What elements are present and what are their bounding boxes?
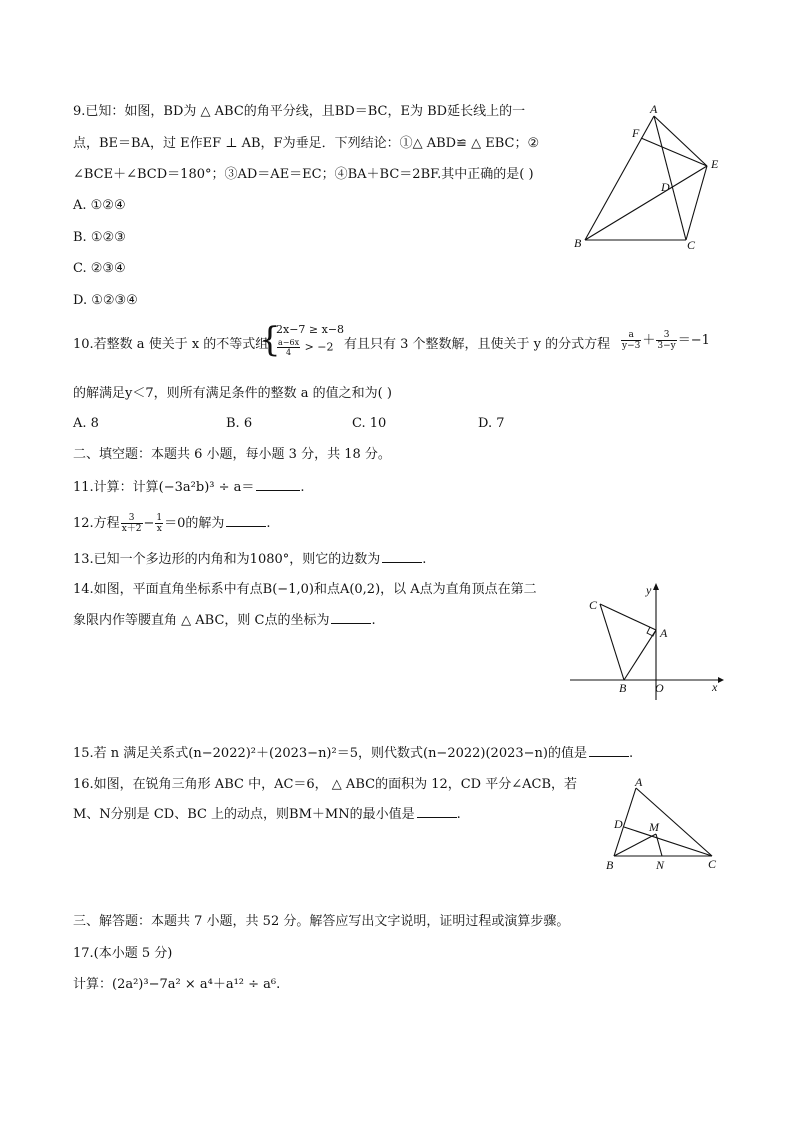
q10-option-d: D. 7 [478, 416, 505, 431]
q9-option-c: C. ②③④ [73, 261, 126, 276]
q16-label-b: B [606, 858, 614, 872]
q14-answer-blank[interactable] [331, 623, 371, 624]
q13-text: 13.已知一个多边形的内角和为1080°，则它的边数为 . [73, 552, 427, 567]
q10-eq-denominator-1: y−3 [622, 341, 641, 351]
q15-text: 15.若 n 满足关系式(n−2022)²＋(2023−n)²＝5，则代数式(n−2022)(2023−n)的值是 . [73, 746, 634, 761]
q12-denominator-2: x [156, 524, 162, 534]
q12-denominator-1: x＋2 [121, 524, 142, 534]
q9-label-f: F [632, 126, 640, 140]
q12-suffix: ＝0的解为 [164, 516, 225, 531]
q10-inequality-2 [276, 338, 334, 357]
q9-option-a: A. ①②④ [73, 198, 126, 213]
q15-body: 15.若 n 满足关系式(n−2022)²＋(2023−n)²＝5，则代数式(n−2022)(2023−n)的值是 [73, 746, 587, 761]
q14-label-x: x [712, 680, 718, 694]
q16-answer-blank[interactable] [417, 817, 457, 818]
q9-line-3: ∠BCE＋∠BCD＝180°；③AD＝AE＝EC；④BA＋BC＝2BF.其中正确的是( ) [73, 167, 534, 182]
q10-option-b: B. 6 [226, 416, 253, 431]
q12-numerator-1: 3 [121, 513, 143, 524]
q10-equation [620, 330, 710, 351]
q11-answer-blank[interactable] [256, 490, 300, 491]
q14-label-c: C [589, 598, 598, 612]
q10-option-a: A. 8 [73, 416, 99, 431]
q16-line-2: M、N分别是 CD、BC 上的动点，则BM＋MN的最小值是 [73, 807, 415, 822]
q10-eq-rest: ＝−1 [677, 333, 710, 348]
q12-prefix: 12.方程 [73, 516, 120, 531]
q9-label-c: C [687, 238, 696, 252]
q12-numerator-2: 1 [156, 513, 163, 523]
q10-option-c: C. 10 [352, 416, 387, 431]
q14-line-2-wrap: 象限内作等腰直角 △ ABC，则 C点的坐标为 . [73, 613, 376, 628]
q10-ineq2-numerator: a−6x [278, 338, 300, 347]
q10-ineq2-rest: > −2 [304, 340, 334, 354]
q12-minus: − [143, 516, 155, 531]
q10-eq-numerator-2: 3 [656, 330, 676, 341]
q10-inequality-1: 2x−7 ≥ x−8 [276, 323, 345, 336]
q13-body: 13.已知一个多边形的内角和为1080°，则它的边数为 [73, 552, 381, 567]
q10-middle: 有且只有 3 个整数解，且使关于 y 的分式方程 [344, 337, 611, 352]
q9-figure [568, 98, 728, 258]
q16-label-c: C [708, 857, 717, 871]
q16-label-n: N [656, 858, 665, 872]
q10-eq-plus: ＋ [642, 333, 656, 348]
q17-body: 计算：(2a²)³−7a² × a⁴＋a¹² ÷ a⁶. [73, 977, 281, 992]
q10-brace: { [259, 320, 281, 360]
q14-line-1: 14.如图，平面直角坐标系中有点B(−1,0)和点A(0,2)，以 A点为直角顶点在第二 [73, 582, 537, 597]
q16-figure [600, 776, 730, 876]
q10-prefix: 10.若整数 a 使关于 x 的不等式组 [73, 337, 269, 352]
q11-text: 11.计算：计算(−3a²b)³ ÷ a＝ . [73, 480, 305, 495]
q16-label-m: M [649, 820, 659, 834]
q10-line-2: 的解满足y＜7，则所有满足条件的整数 a 的值之和为( ) [73, 386, 392, 401]
q16-label-d: D [614, 817, 623, 831]
q12-text: 12.方程 $\frac{3}{x+2}$ − $\frac{1}{x}$ ＝0的解为 . [73, 513, 271, 534]
q12-answer-blank[interactable] [226, 526, 266, 527]
q13-answer-blank[interactable] [382, 562, 422, 563]
q9-line-2: 点，BE＝BA，过 E作EF ⊥ AB，F为垂足．下列结论：①△ ABD≌ △ EBC；② [73, 136, 540, 151]
q14-figure [566, 578, 726, 706]
q17-title: 17.(本小题 5 分) [73, 946, 173, 961]
q10-eq-numerator-1: a [621, 330, 641, 341]
section-2-heading: 二、填空题：本题共 6 小题，每小题 3 分，共 18 分。 [73, 447, 391, 462]
q15-answer-blank[interactable] [589, 756, 629, 757]
q10-eq-denominator-2: 3−y [657, 341, 676, 351]
q9-label-e: E [711, 157, 719, 171]
section-3-heading: 三、解答题：本题共 7 小题，共 52 分。解答应写出文字说明，证明过程或演算步骤。 [73, 914, 570, 929]
q16-line-1: 16.如图，在锐角三角形 ABC 中，AC＝6， △ ABC的面积为 12，CD 平分∠ACB，若 [73, 777, 578, 792]
q14-label-y: y [646, 583, 652, 597]
q9-label-a: A [650, 102, 658, 116]
q9-label-b: B [574, 236, 582, 250]
q14-label-a: A [660, 626, 668, 640]
q16-label-a: A [635, 776, 643, 789]
q11-body: 11.计算：计算(−3a²b)³ ÷ a＝ [73, 480, 255, 495]
q9-label-d: D [661, 180, 670, 194]
q14-label-o: O [655, 681, 664, 695]
q9-option-d: D. ①②③④ [73, 293, 138, 308]
q14-label-b: B [619, 681, 627, 695]
q9-option-b: B. ①②③ [73, 230, 126, 245]
q16-line-2-wrap: M、N分别是 CD、BC 上的动点，则BM＋MN的最小值是 . [73, 807, 461, 822]
q14-line-2: 象限内作等腰直角 △ ABC，则 C点的坐标为 [73, 613, 330, 628]
q9-line-1: 9.已知：如图，BD为 △ ABC的角平分线，且BD＝BC，E为 BD延长线上的一 [73, 104, 526, 119]
q10-ineq2-denominator: 4 [285, 348, 292, 357]
